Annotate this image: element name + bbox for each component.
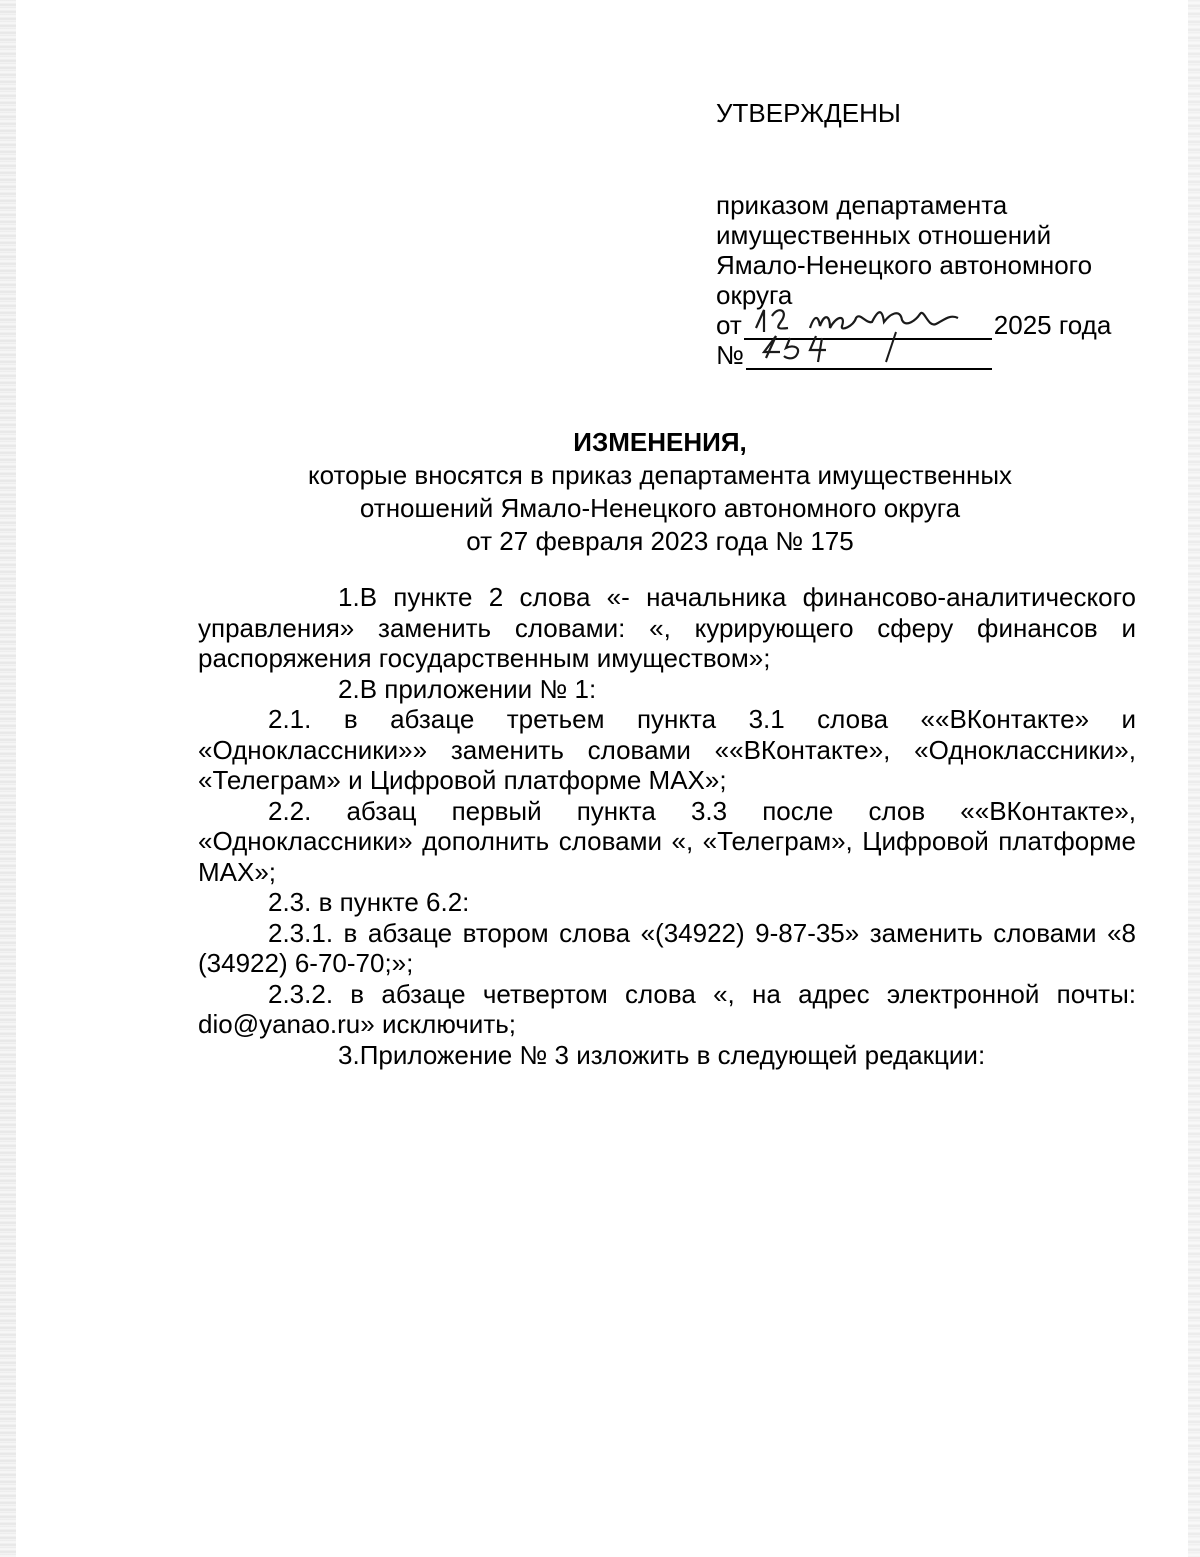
list-item bbox=[198, 796, 1136, 888]
approval-title: УТВЕРЖДЕНЫ bbox=[716, 98, 901, 128]
approval-line: Ямало-Ненецкого автономного bbox=[716, 250, 1093, 280]
date-prefix: от bbox=[716, 310, 742, 340]
handwritten-number bbox=[746, 328, 992, 368]
item-text: В пункте 2 слова «- начальника финансово-аналитического управления» заменить словами: «, курирующего сферу финансов и распоряжения государственным имуществом»; bbox=[198, 582, 1136, 673]
list-item bbox=[198, 704, 1136, 796]
item-text: В приложении № 1: bbox=[359, 673, 597, 704]
item-text: 2.3. в пункте 6.2: bbox=[268, 887, 470, 917]
item-number: 3. bbox=[338, 1039, 360, 1070]
item-number: 2. bbox=[338, 673, 360, 704]
approval-line: приказом департамента bbox=[716, 190, 1008, 220]
approval-block bbox=[716, 98, 1156, 370]
approval-line: округа bbox=[716, 280, 793, 310]
list-item bbox=[198, 918, 1136, 979]
approval-number-row bbox=[716, 340, 1156, 370]
item-text: 2.3.1. в абзаце втором слова «(34922) 9-87-35» заменить словами «8 (34922) 6-70-70;»; bbox=[198, 917, 1136, 978]
scan-edge-left bbox=[0, 0, 16, 1557]
document-subtitle-line: которые вносятся в приказ департамента имущественных bbox=[307, 460, 1013, 490]
list-item bbox=[198, 674, 1136, 705]
document-title: ИЗМЕНЕНИЯ, bbox=[573, 427, 747, 457]
item-number: 1. bbox=[338, 582, 360, 612]
item-text: 2.3.2. в абзаце четвертом слова «, на адрес электронной почты: dio@yanao.ru» исключить; bbox=[198, 978, 1136, 1039]
item-text: 2.1. в абзаце третьем пункта 3.1 слова ««ВКонтакте» и «Одноклассники»» заменить словами ««ВКонтакте», «Одноклассники», «Телеграм» и Цифровой платформе МАХ»; bbox=[198, 704, 1136, 795]
list-item bbox=[198, 1040, 1136, 1071]
number-prefix: № bbox=[716, 340, 744, 370]
scan-edge-right bbox=[1188, 0, 1200, 1557]
list-item bbox=[198, 979, 1136, 1040]
document-header bbox=[200, 426, 1120, 558]
list-item bbox=[198, 887, 1136, 918]
approval-line: имущественных отношений bbox=[716, 220, 1052, 250]
document-subtitle-line: от 27 февраля 2023 года № 175 bbox=[466, 526, 854, 556]
document-body bbox=[198, 582, 1136, 1070]
number-blank bbox=[746, 340, 992, 370]
item-text: 2.2. абзац первый пункта 3.3 после слов ««ВКонтакте», «Одноклассники» дополнить словами «, «Телеграм», Цифровой платформе МАХ»; bbox=[198, 795, 1136, 887]
list-item bbox=[198, 582, 1136, 674]
document-subtitle-line: отношений Ямало-Ненецкого автономного округа bbox=[359, 493, 961, 523]
item-text: Приложение № 3 изложить в следующей редакции: bbox=[359, 1039, 986, 1070]
date-suffix: 2025 года bbox=[993, 310, 1112, 340]
